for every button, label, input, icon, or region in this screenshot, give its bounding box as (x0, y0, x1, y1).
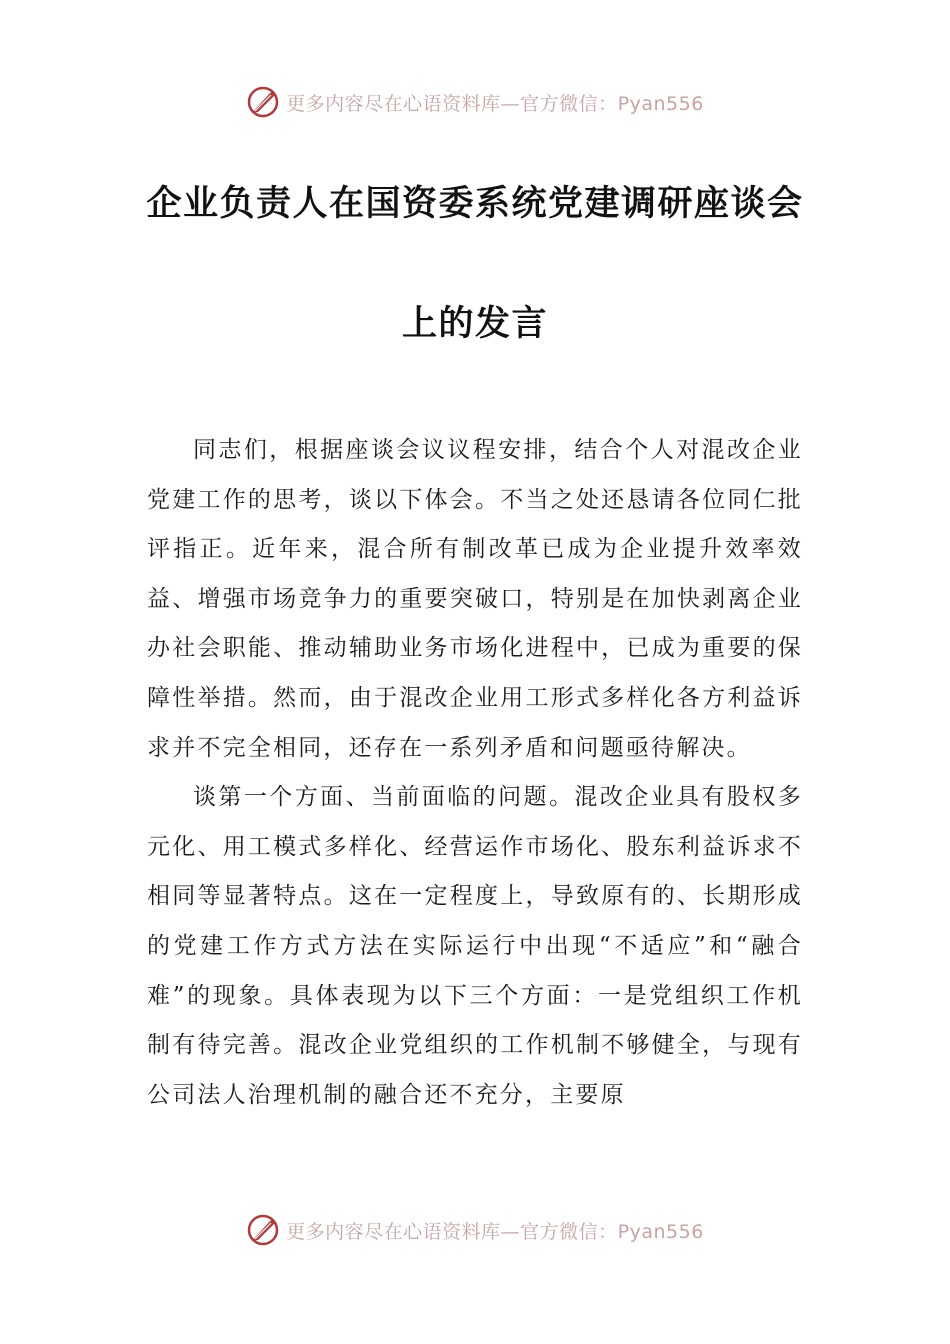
paragraph-2: 谈第一个方面、当前面临的问题。混改企业具有股权多元化、用工模式多样化、经营运作市场化、股东利益诉求不相同等显著特点。这在一定程度上，导致原有的、长期形成的党建工作方式方法在实际运行中出现“不适应”和“融合难”的现象。具体表现为以下三个方面：一是党组织工作机制有待完善。混改企业党组织的工作机制不够健全，与现有公司法人治理机制的融合还不充分，主要原 (147, 784, 803, 1108)
watermark-text: 更多内容尽在心语资料库—官方微信：Pyan556 (286, 1220, 704, 1243)
document-title-line-2: 上的发言 (401, 304, 548, 344)
quill-logo-icon (246, 85, 280, 119)
speech-body (147, 426, 803, 1120)
wechat-id: Pyan556 (617, 1220, 704, 1243)
header-watermark-banner (0, 82, 950, 122)
quill-logo-icon (246, 1213, 280, 1247)
watermark-text: 更多内容尽在心语资料库—官方微信：Pyan556 (286, 92, 704, 115)
paragraph-1: 同志们，根据座谈会议议程安排，结合个人对混改企业党建工作的思考，谈以下体会。不当之处还恳请各位同仁批评指正。近年来，混合所有制改革已成为企业提升效率效益、增强市场竞争力的重要突破口，特别是在加快剥离企业办社会职能、推动辅助业务市场化进程中，已成为重要的保障性举措。然而，由于混改企业用工形式多样化各方利益诉求并不完全相同，还存在一系列矛盾和问题亟待解决。 (147, 437, 803, 761)
wechat-id: Pyan556 (617, 92, 704, 115)
footer-watermark-banner (0, 1210, 950, 1250)
document-title-line-1: 企业负责人在国资委系统党建调研座谈会 (146, 184, 804, 224)
